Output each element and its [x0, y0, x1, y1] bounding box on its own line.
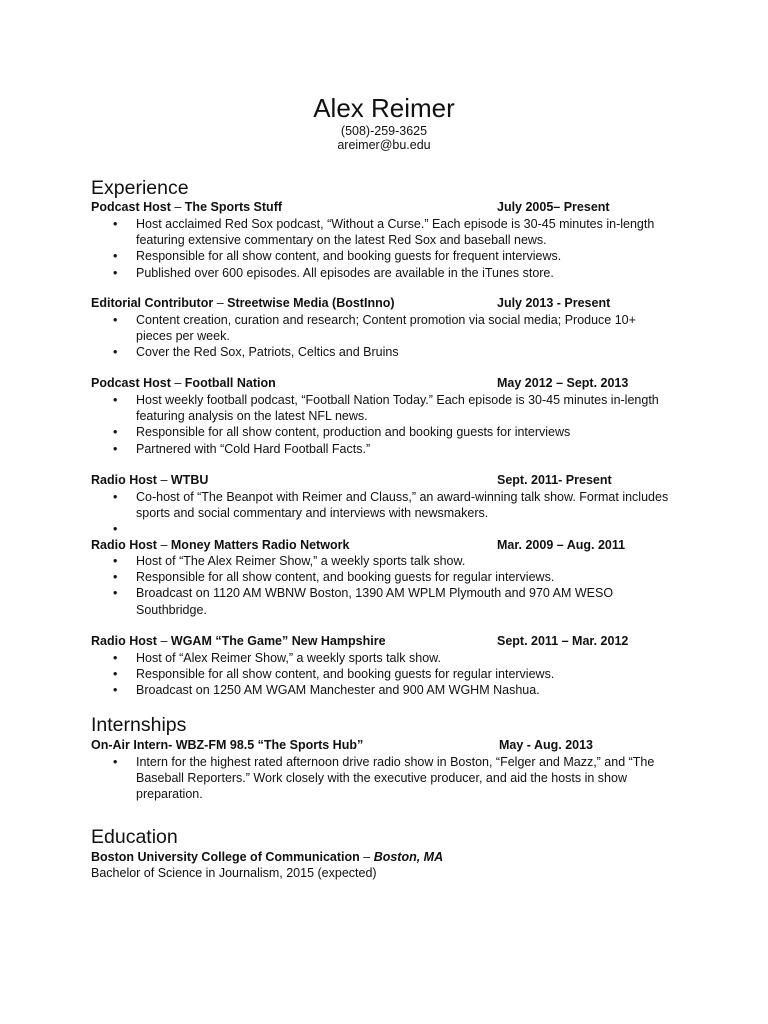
bullet-item: • Responsible for all show content, and booking guests for regular interviews. [91, 569, 671, 585]
job-header [91, 472, 691, 488]
degree: Bachelor of Science in Journalism, 2015 (expected) [91, 866, 377, 880]
job-header [91, 375, 691, 391]
job-dates: Sept. 2011 – Mar. 2012 [497, 634, 629, 648]
job-bullets [91, 553, 671, 618]
bullet-item: • Responsible for all show content, and booking guests for regular interviews. [91, 666, 671, 682]
job-header [91, 537, 691, 553]
bullet-item: • Intern for the highest rated afternoon drive radio show in Boston, “Felger and Mazz,” and “The Baseball Reporters.” Work closely with the executive producer, and aid the hosts in show preparation. [91, 754, 671, 803]
job-bullets [91, 754, 671, 803]
bullet-item: • Host of “Alex Reimer Show,” a weekly sports talk show. [91, 650, 671, 666]
bullet-item: • Co-host of “The Beanpot with Reimer and Clauss,” an award-winning talk show. Format includes sports and social commentary and interviews with newsmakers. [91, 489, 671, 521]
internships-heading: Internships [91, 714, 187, 736]
job-header [91, 737, 691, 753]
bullet-item: • Published over 600 episodes. All episodes are available in the iTunes store. [91, 265, 671, 281]
bullet-item: • Cover the Red Sox, Patriots, Celtics and Bruins [91, 344, 671, 360]
job-dates: May 2012 – Sept. 2013 [497, 376, 629, 390]
bullet-item: • Host weekly football podcast, “Football Nation Today.” Each episode is 30-45 minutes in-length featuring analysis on the latest NFL news. [91, 392, 671, 424]
job-header [91, 199, 691, 215]
bullet-item: • Host acclaimed Red Sox podcast, “Without a Curse.” Each episode is 30-45 minutes in-length featuring extensive commentary on the latest Red Sox and baseball news. [91, 216, 671, 248]
job-bullets [91, 489, 671, 537]
job-title: Radio Host – WGAM “The Game” New Hampshire [91, 634, 386, 648]
bullet-item: • Responsible for all show content, production and booking guests for interviews [91, 424, 671, 440]
job-title: Podcast Host – Football Nation [91, 376, 276, 390]
job-bullets [91, 650, 671, 699]
school-line: Boston University College of Communication – Boston, MA [91, 850, 444, 864]
job-header [91, 633, 691, 649]
experience-heading: Experience [91, 177, 189, 199]
job-bullets [91, 216, 671, 281]
bullet-item [91, 521, 671, 537]
job-title: On-Air Intern- WBZ-FM 98.5 “The Sports Hub” [91, 738, 364, 752]
job-bullets [91, 392, 671, 457]
job-dates: May - Aug. 2013 [499, 738, 594, 752]
job-bullets [91, 312, 671, 361]
job-title: Editorial Contributor – Streetwise Media (BostInno) [91, 296, 395, 310]
job-dates: July 2005– Present [497, 200, 610, 214]
school-name: Boston University College of Communication [91, 850, 360, 864]
bullet-item: • Broadcast on 1120 AM WBNW Boston, 1390 AM WPLM Plymouth and 970 AM WESO Southbridge. [91, 585, 671, 617]
job-dates: July 2013 - Present [497, 296, 611, 310]
job-header [91, 295, 691, 311]
job-title: Radio Host – WTBU [91, 473, 209, 487]
job-dates: Mar. 2009 – Aug. 2011 [497, 538, 626, 552]
bullet-item: • Host of “The Alex Reimer Show,” a weekly sports talk show. [91, 553, 671, 569]
school-location: Boston, MA [373, 850, 444, 864]
email-address: areimer@bu.edu [337, 138, 431, 152]
bullet-item: • Responsible for all show content, and booking guests for frequent interviews. [91, 248, 671, 264]
education-heading: Education [91, 826, 178, 848]
job-title: Radio Host – Money Matters Radio Network [91, 538, 350, 552]
job-title: Podcast Host – The Sports Stuff [91, 200, 283, 214]
job-dates: Sept. 2011- Present [497, 473, 612, 487]
bullet-item: • Content creation, curation and research; Content promotion via social media; Produce 10+ pieces per week. [91, 312, 671, 344]
bullet-item: • Partnered with “Cold Hard Football Facts.” [91, 441, 671, 457]
candidate-name: Alex Reimer [313, 93, 455, 123]
bullet-item: • Broadcast on 1250 AM WGAM Manchester and 900 AM WGHM Nashua. [91, 682, 671, 698]
phone-number: (508)-259-3625 [340, 124, 428, 138]
